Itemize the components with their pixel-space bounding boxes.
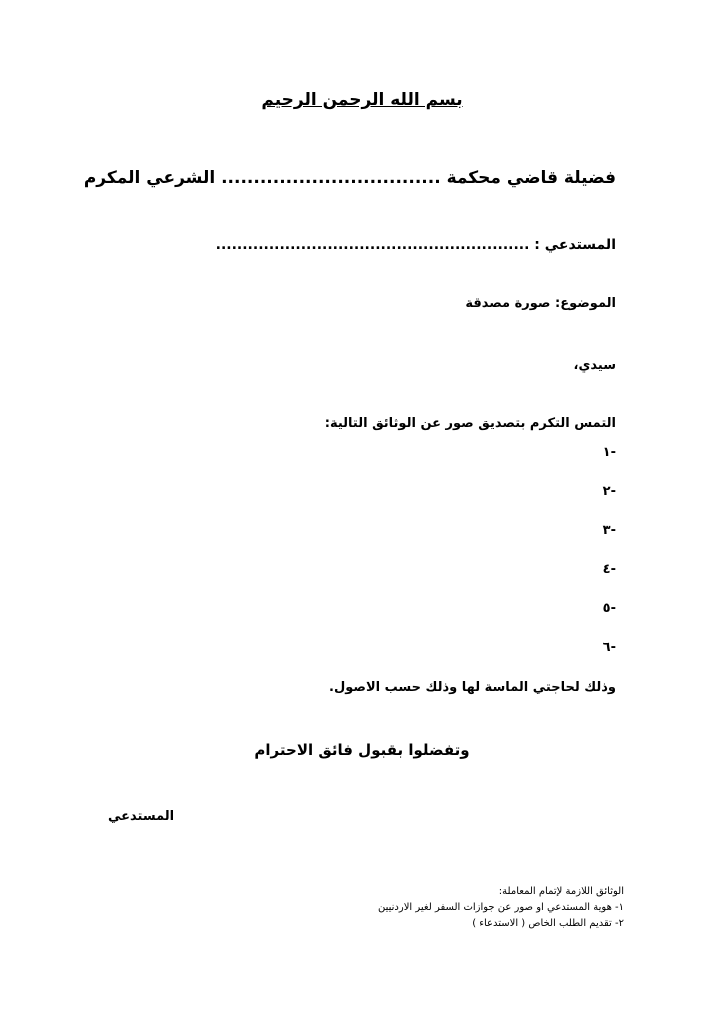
greeting: سيدي، [573,358,616,373]
closing-line: وتفضلوا بقبول فائق الاحترام [254,741,470,759]
subject-line: الموضوع: صورة مصدقة [465,296,616,311]
required-documents-notes [378,884,624,932]
list-item: ١- [602,445,616,460]
list-item: ٥- [602,601,616,616]
notes-line: ١- هوية المستدعي او صور عن جوازات السفر لغير الاردنيين [377,902,624,913]
list-item: ٢- [602,484,616,499]
notes-title: الوثائق اللازمة لإتمام المعاملة: [498,886,624,897]
basmala-heading: بسم الله الرحمن الرحيم [261,90,463,110]
list-item: ٣- [602,523,616,538]
applicant-line: المستدعي : ........................................................... [215,237,616,253]
signature-label: المستدعي [108,809,175,824]
list-item: ٤- [602,562,616,577]
document-items-list [576,443,616,677]
reason-line: وذلك لحاجتي الماسة لها وذلك حسب الاصول. [329,680,616,695]
request-line: التمس التكرم بتصديق صور عن الوثائق التالية: [324,416,616,431]
notes-line: ٢- تقديم الطلب الخاص ( الاستدعاء ) [472,918,624,929]
list-item: ٦- [602,640,616,655]
addressee-line: فضيلة قاضي محكمة .................................. الشرعي المكرم [83,168,616,188]
